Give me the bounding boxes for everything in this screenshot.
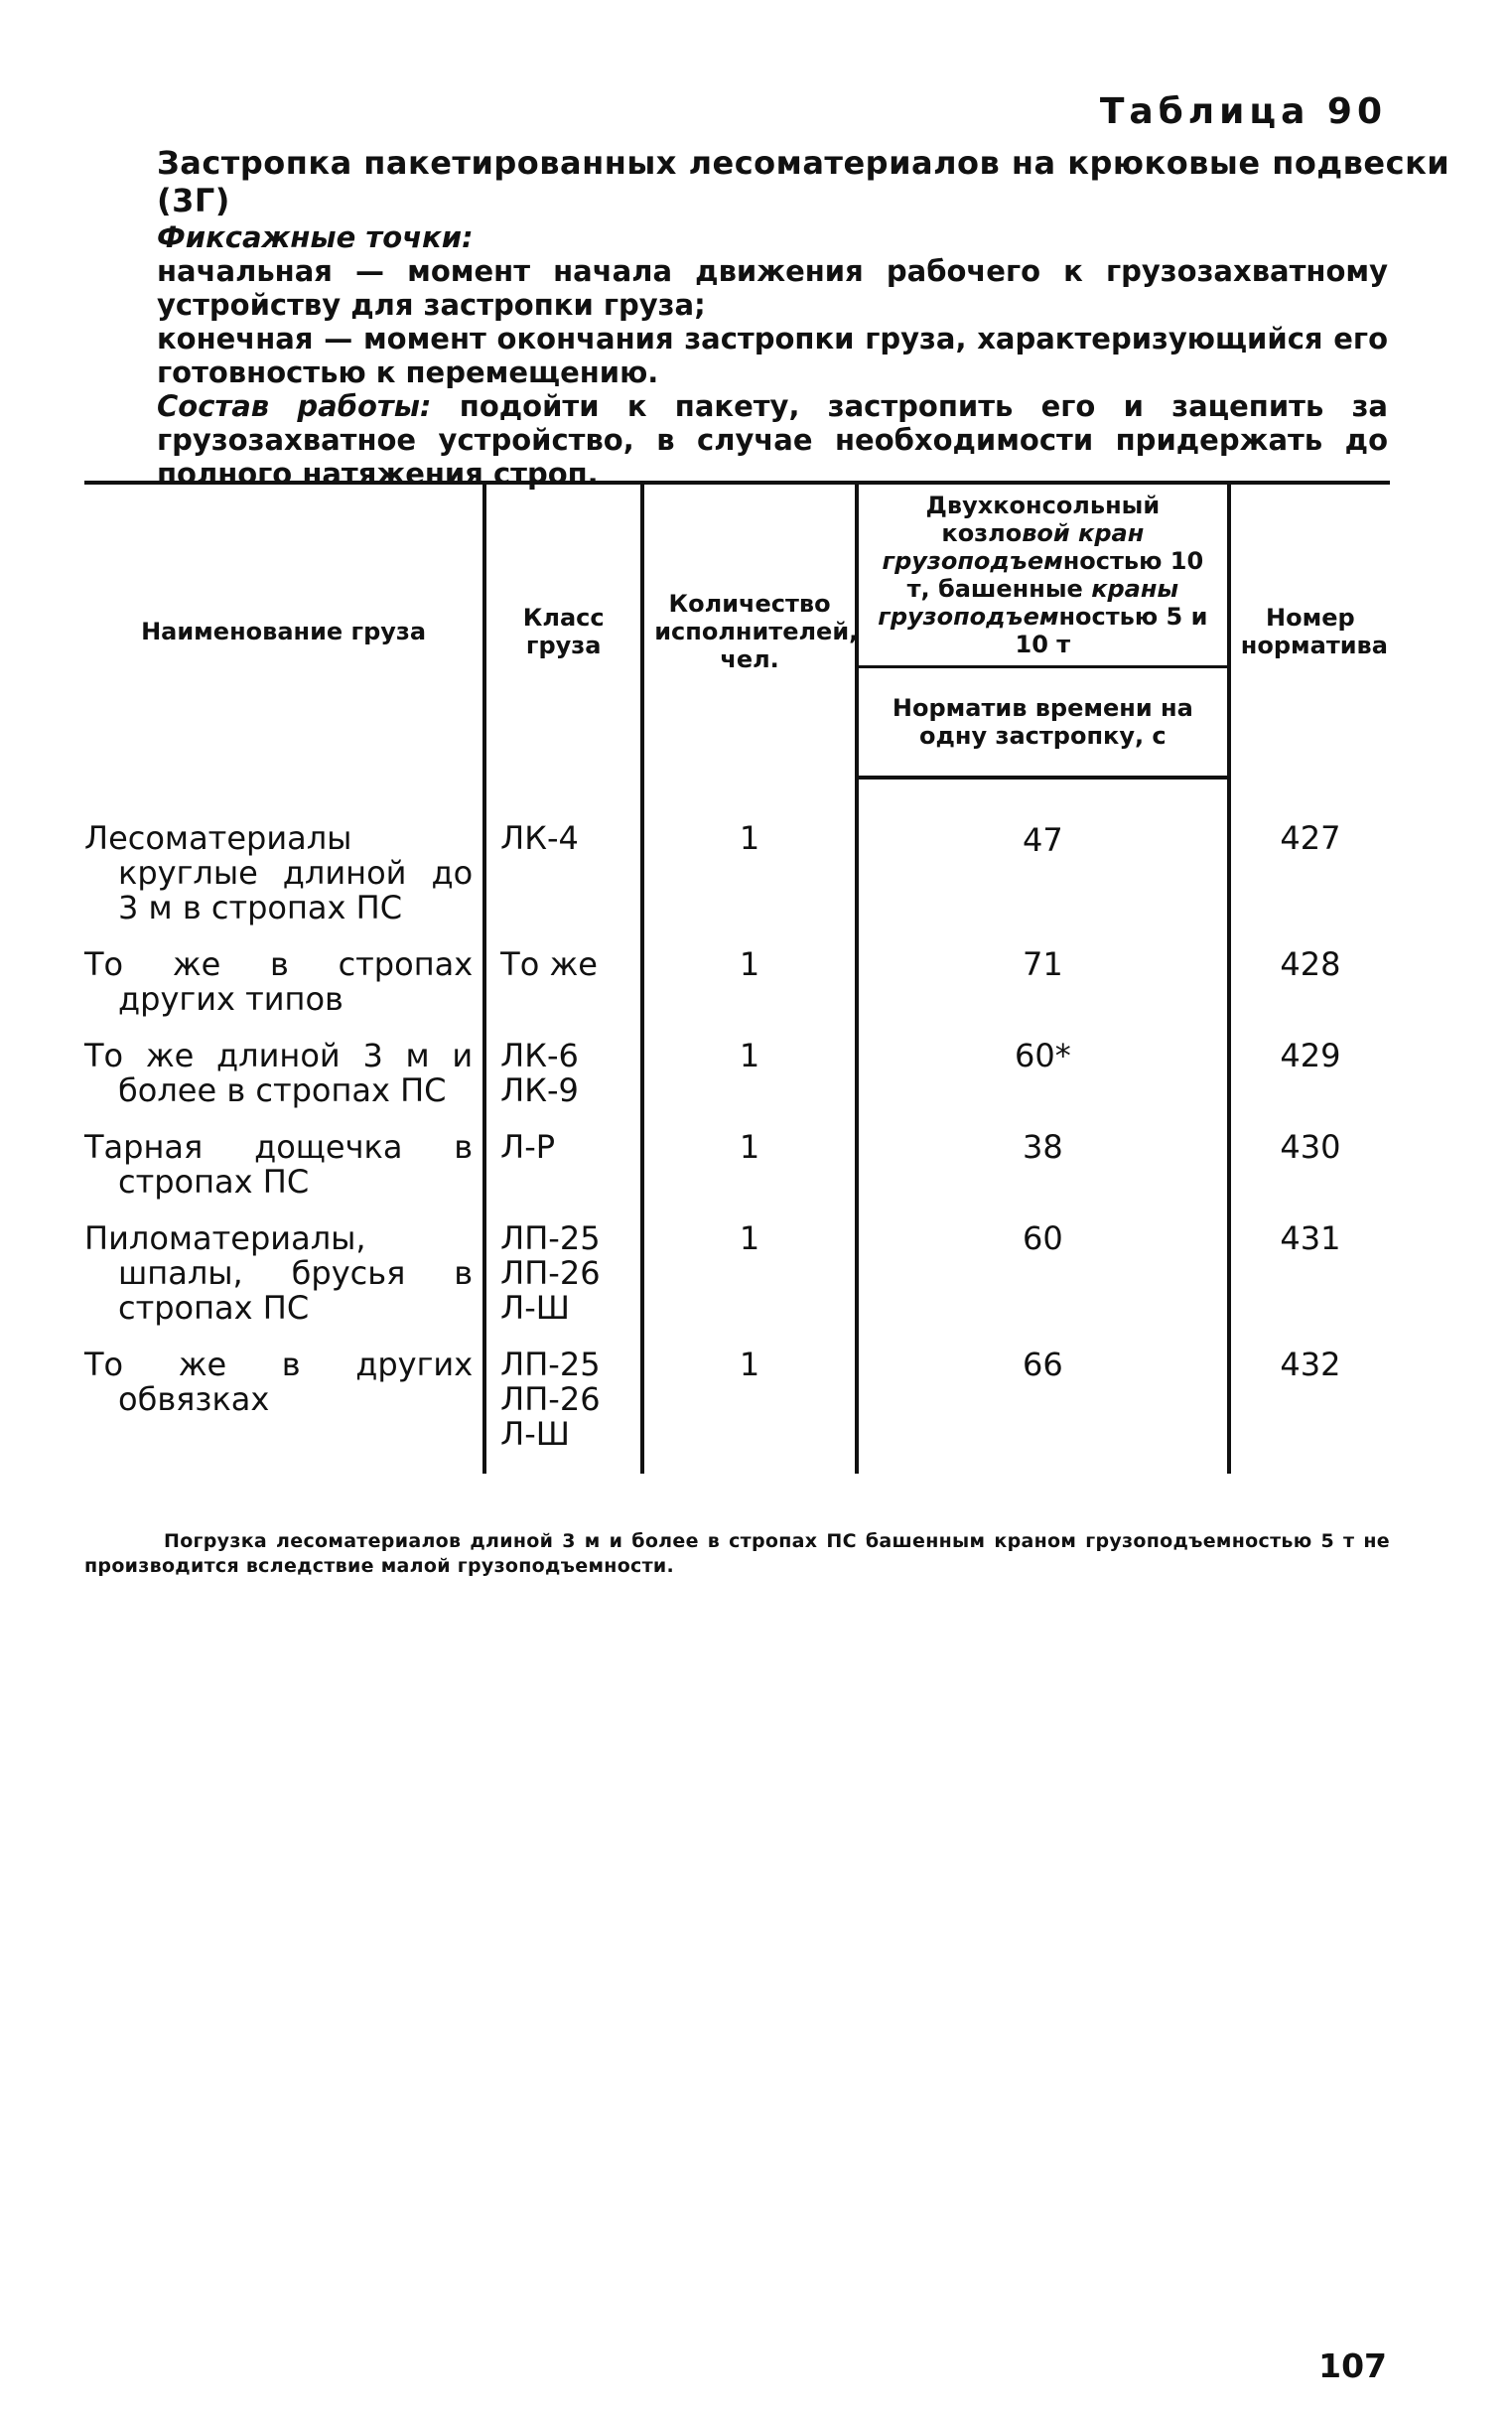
end-point-text: конечная — момент окончания застропки груза, характеризующийся его готовностью к перемещению. — [157, 322, 1388, 389]
cell-cargo-class: ЛП-25 ЛП-26 Л-Ш — [484, 1348, 642, 1474]
footnote-text: Погрузка лесоматериалов длиной 3 м и более в стропах ПС башенным краном грузоподъемностью 5 т не производится вследствие малой грузоподъемности. — [84, 1530, 1390, 1577]
cell-workers: 1 — [642, 1221, 857, 1348]
page-number: 107 — [1318, 2346, 1387, 2385]
header-time-norm: Норматив времени на одну застропку, с — [857, 667, 1229, 779]
document-title: Застропка пакетированных лесоматериалов на крюковые подвески (3Г) — [157, 144, 1450, 219]
norms-table-body — [84, 778, 1390, 1474]
cell-norm-number: 428 — [1229, 947, 1390, 1039]
header-crane-part2: вой кран грузоподъем — [882, 519, 1145, 575]
cell-time-norm: 38 — [857, 1130, 1229, 1221]
table-row — [84, 947, 1390, 1039]
cell-norm-number: 430 — [1229, 1130, 1390, 1221]
header-crane-part5: ностью 5 и 10 т — [1015, 603, 1208, 658]
cell-workers: 1 — [642, 1130, 857, 1221]
fix-points-heading: Фиксажные точки: — [157, 220, 474, 254]
table-label: Таблица 90 — [1099, 91, 1387, 132]
cell-cargo-class: То же — [484, 947, 642, 1039]
cell-cargo-name: Пиломатериалы, шпалы, брусья в стропах ПС — [84, 1221, 484, 1348]
cell-cargo-name: Тарная дощечка в стропах ПС — [84, 1130, 484, 1221]
work-composition-label: Состав работы: — [157, 389, 432, 423]
cell-cargo-name: То же в других обвязках — [84, 1348, 484, 1474]
table-row — [84, 1130, 1390, 1221]
cell-norm-number: 431 — [1229, 1221, 1390, 1348]
cell-norm-number: 429 — [1229, 1039, 1390, 1130]
header-cargo-class: Класс груза — [484, 483, 642, 778]
cell-time-norm: 71 — [857, 947, 1229, 1039]
header-crane-type — [857, 483, 1229, 667]
header-crane-part3: ностью 10 т, башенные — [906, 547, 1204, 603]
table-row — [84, 1221, 1390, 1348]
footnote — [84, 1529, 1390, 1579]
header-crane-part1: Двухконсольный козло — [925, 492, 1161, 547]
cell-cargo-class: Л-Р — [484, 1130, 642, 1221]
header-workers-count: Количество исполнителей, чел. — [642, 483, 857, 778]
start-point-text: начальная — момент начала движения рабочего к грузозахватному устройству для застропки груза; — [157, 254, 1388, 322]
cell-time-norm: 47 — [857, 778, 1229, 947]
norms-table — [84, 481, 1390, 1474]
cell-workers: 1 — [642, 947, 857, 1039]
table-row — [84, 1039, 1390, 1130]
table-row — [84, 1348, 1390, 1474]
cell-cargo-class: ЛК-6 ЛК-9 — [484, 1039, 642, 1130]
cell-workers: 1 — [642, 778, 857, 947]
cell-cargo-class: ЛК-4 — [484, 778, 642, 947]
table-row — [84, 778, 1390, 947]
header-crane-part4: краны грузоподъем — [878, 575, 1179, 631]
cell-time-norm: 60* — [857, 1039, 1229, 1130]
header-norm-number: Номер норматива — [1229, 483, 1390, 778]
cell-norm-number: 427 — [1229, 778, 1390, 947]
cell-time-norm: 66 — [857, 1348, 1229, 1474]
cell-time-norm: 60 — [857, 1221, 1229, 1348]
cell-norm-number: 432 — [1229, 1348, 1390, 1474]
cell-cargo-name: То же в стропах других типов — [84, 947, 484, 1039]
cell-cargo-class: ЛП-25 ЛП-26 Л-Ш — [484, 1221, 642, 1348]
cell-cargo-name: Лесоматериалы круглые длиной до 3 м в стропах ПС — [84, 778, 484, 947]
cell-workers: 1 — [642, 1039, 857, 1130]
header-cargo-name: Наименование груза — [84, 483, 484, 778]
cell-cargo-name: То же длиной 3 м и более в стропах ПС — [84, 1039, 484, 1130]
intro-section — [157, 220, 1388, 491]
cell-workers: 1 — [642, 1348, 857, 1474]
work-composition-text: подойти к пакету, застропить его и зацепить за грузозахватное устройство, в случае необходимости придержать до полного натяжения строп. — [157, 389, 1388, 491]
work-composition — [157, 389, 1388, 491]
